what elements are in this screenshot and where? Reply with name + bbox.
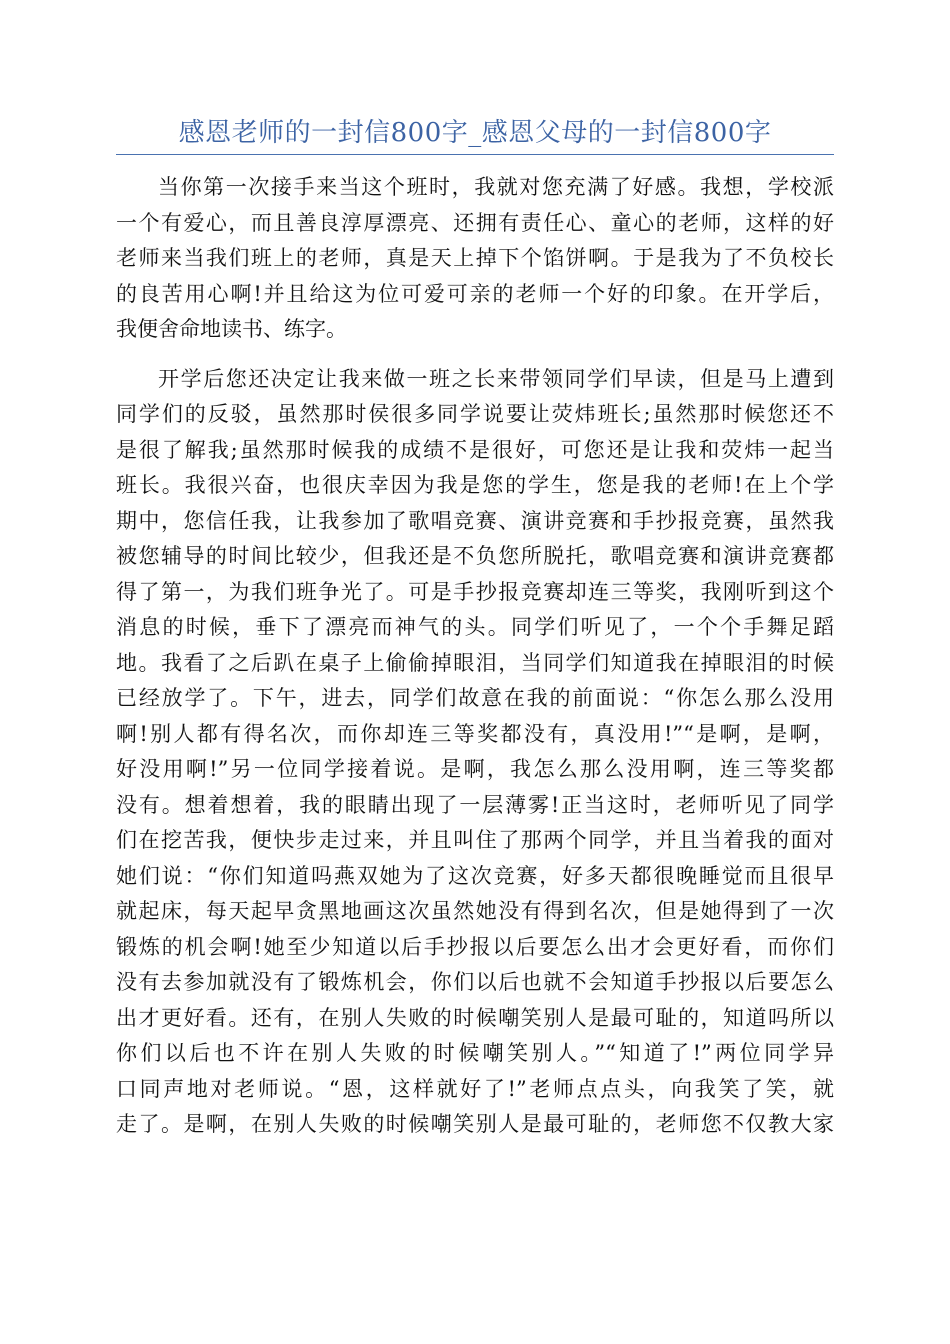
text-line: 期中，您信任我，让我参加了歌唱竞赛、演讲竞赛和手抄报竞赛，虽然我 (116, 508, 834, 533)
document-body (116, 170, 834, 1143)
text-line: 得了第一，为我们班争光了。可是手抄报竞赛却连三等奖，我刚听到这个 (116, 579, 834, 604)
text-line: 已经放学了。下午，进去，同学们故意在我的前面说：“你怎么那么没用 (116, 686, 834, 710)
text-line: 被您辅导的时间比较少，但我还是不负您所脱托，歌唱竞赛和演讲竞赛都 (116, 544, 834, 568)
text-line: 一个有爱心，而且善良淳厚漂亮、还拥有责任心、童心的老师，这样的好 (116, 210, 834, 235)
text-line: 的良苦用心啊!并且给这为位可爱可亲的老师一个好的印象。在开学后， (116, 281, 834, 306)
text-line: 是很了解我;虽然那时候我的成绩不是很好，可您还是让我和荧炜一起当 (116, 437, 834, 462)
text-line: 你们以后也不许在别人失败的时候嘲笑别人。”“知道了!”两位同学异 (116, 1041, 834, 1065)
text-line: 消息的时候，垂下了漂亮而神气的头。同学们听见了，一个个手舞足蹈 (116, 615, 834, 639)
document-title: 感恩老师的一封信800字_感恩父母的一封信800字 (116, 112, 834, 155)
text-line: 啊!别人都有得名次，而你却连三等奖都没有，真没用!”“是啊，是啊， (116, 721, 834, 746)
text-line: 走了。是啊，在别人失败的时候嘲笑别人是最可耻的，老师您不仅教大家 (116, 1112, 834, 1136)
text-line: 老师来当我们班上的老师，真是天上掉下个馅饼啊。于是我为了不负校长 (116, 246, 834, 270)
text-line: 口同声地对老师说。“恩，这样就好了!”老师点点头，向我笑了笑，就 (116, 1076, 834, 1101)
paragraph-2 (116, 362, 834, 1143)
text-line: 没有去参加就没有了锻炼机会，你们以后也就不会知道手抄报以后要怎么 (116, 970, 834, 994)
text-line: 出才更好看。还有，在别人失败的时候嘲笑别人是最可耻的，知道吗所以 (116, 1005, 834, 1030)
text-line: 她们说：“你们知道吗燕双她为了这次竞赛，好多天都很晚睡觉而且很早 (116, 863, 834, 888)
text-line: 地。我看了之后趴在桌子上偷偷掉眼泪，当同学们知道我在掉眼泪的时候 (116, 650, 834, 675)
text-line: 当你第一次接手来当这个班时，我就对您充满了好感。我想，学校派 (158, 175, 834, 199)
text-line: 好没用啊!”另一位同学接着说。是啊，我怎么那么没用啊，连三等奖都 (116, 757, 834, 781)
text-line: 班长。我很兴奋，也很庆幸因为我是您的学生，您是我的老师!在上个学 (116, 473, 834, 497)
text-line: 我便舍命地读书、练字。 (116, 317, 347, 341)
text-line: 就起床，每天起早贪黑地画这次虽然她没有得到名次，但是她得到了一次 (116, 899, 834, 923)
text-line: 开学后您还决定让我来做一班之长来带领同学们早读，但是马上遭到 (158, 366, 834, 391)
text-line: 们在挖苦我，便快步走过来，并且叫住了那两个同学，并且当着我的面对 (116, 828, 834, 852)
paragraph-1 (116, 170, 834, 348)
text-line: 锻炼的机会啊!她至少知道以后手抄报以后要怎么出才会更好看，而你们 (116, 934, 834, 959)
text-line: 没有。想着想着，我的眼睛出现了一层薄雾!正当这时，老师听见了同学 (116, 792, 834, 817)
text-line: 同学们的反驳，虽然那时侯很多同学说要让荧炜班长;虽然那时候您还不 (116, 402, 834, 426)
